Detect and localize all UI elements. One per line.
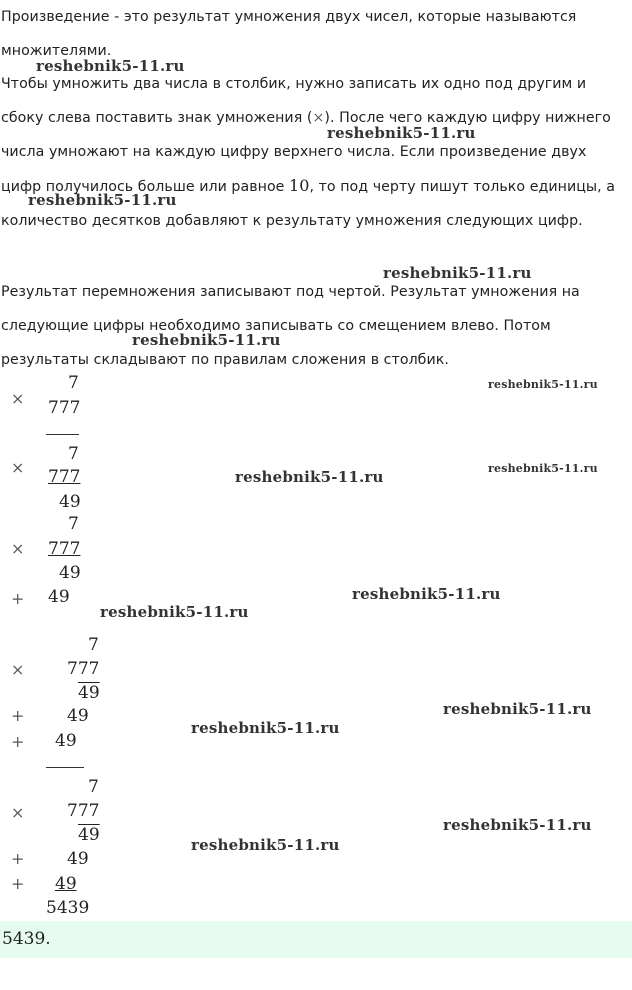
divider-line (46, 767, 84, 768)
bottom-number: 777 (48, 467, 81, 487)
times-sign: × (11, 458, 25, 477)
final-product: 5439 (46, 898, 90, 918)
watermark: reshebnik5-11.ru (383, 264, 532, 282)
plus-sign: + (11, 732, 25, 751)
partial-product: 49 (55, 731, 77, 751)
watermark: reshebnik5-11.ru (36, 57, 185, 75)
times-sign: × (11, 539, 25, 558)
bottom-number: 777 (67, 659, 100, 679)
partial-product: 49 (67, 706, 89, 726)
watermark: reshebnik5-11.ru (327, 124, 476, 142)
watermark: reshebnik5-11.ru (352, 585, 501, 603)
number-ten: 10 (289, 176, 310, 195)
partial-product: 49 (78, 825, 100, 845)
partial-product: 49 (55, 874, 77, 894)
watermark: reshebnik5-11.ru (191, 719, 340, 737)
method-text-c: , то под черту пишут только единицы, а количество десятков добавляют к результату умножения следующих цифр. (1, 179, 616, 229)
answer-value: 5439. (2, 929, 51, 949)
partial-product: 49 (67, 849, 89, 869)
partial-product: 49 (78, 683, 100, 703)
bottom-number: 777 (48, 539, 81, 559)
top-number: 7 (68, 514, 79, 534)
result-paragraph: Результат перемножения записывают под чертой. Результат умножения на следующие цифры необходимо записывать со смещением влево. Потом результаты складывают по правилам сложения в столбик. (1, 284, 580, 368)
top-number: 7 (68, 444, 79, 464)
answer-box (0, 921, 632, 958)
method-text-a: Чтобы умножить два числа в столбик, нужно записать их одно под другим и сбоку слева поставить знак умножения ( (1, 76, 587, 126)
watermark: reshebnik5-11.ru (443, 700, 592, 718)
bottom-number: 777 (67, 801, 100, 821)
definition-paragraph: Произведение - это результат умножения двух чисел, которые называются множителями. (1, 9, 577, 59)
plus-sign: + (11, 874, 25, 893)
watermark: reshebnik5-11.ru (488, 462, 598, 475)
plus-sign: + (11, 589, 25, 608)
watermark: reshebnik5-11.ru (235, 468, 384, 486)
divider-line (46, 434, 79, 435)
top-number: 7 (68, 373, 79, 393)
method-text-b: ). После чего каждую цифру нижнего числа умножают на каждую цифру верхнего числа. Если произведение двух цифр получилось больше или равное (1, 110, 611, 195)
top-number: 7 (88, 777, 99, 797)
bottom-number: 777 (48, 398, 81, 418)
method-paragraph (1, 67, 629, 238)
plus-sign: + (11, 706, 25, 725)
times-sign: × (11, 389, 25, 408)
top-number: 7 (88, 635, 99, 655)
partial-product: 49 (59, 492, 81, 512)
watermark: reshebnik5-11.ru (132, 331, 281, 349)
times-sign: × (11, 803, 25, 822)
multiply-sign: × (312, 110, 325, 126)
watermark: reshebnik5-11.ru (28, 191, 177, 209)
partial-product: 49 (59, 563, 81, 583)
times-sign: × (11, 660, 25, 679)
watermark: reshebnik5-11.ru (488, 378, 598, 391)
watermark: reshebnik5-11.ru (191, 836, 340, 854)
watermark: reshebnik5-11.ru (443, 816, 592, 834)
partial-product: 49 (48, 587, 70, 607)
watermark: reshebnik5-11.ru (100, 603, 249, 621)
plus-sign: + (11, 849, 25, 868)
